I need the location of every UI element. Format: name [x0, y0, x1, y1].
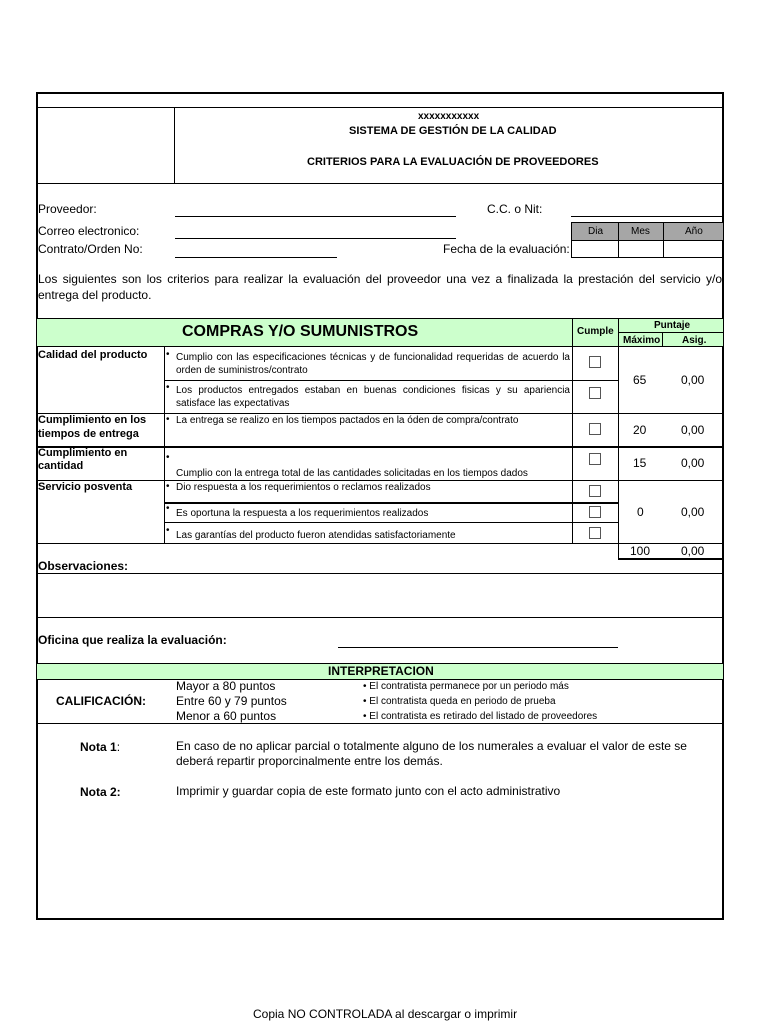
cc-nit-line[interactable] [571, 216, 724, 217]
range-3: Menor a 60 puntos [176, 709, 277, 723]
criterion-item: La entrega se realizo en los tiempos pactados en la óden de compra/contrato [176, 415, 519, 426]
criterion-item: Las garantías del producto fueron atendidas satisfactoriamente [176, 530, 456, 541]
criterion-item: Dio respuesta a los requerimientos o reclamos realizados [176, 482, 431, 493]
proveedor-line[interactable] [175, 216, 456, 217]
calificacion-label: CALIFICACIÓN: [56, 694, 146, 708]
cumple-checkbox[interactable] [589, 527, 601, 539]
criterion-item: Es oportuna la respuesta a los requerimientos realizados [176, 508, 429, 519]
max-value: 65 [633, 373, 647, 387]
mes-label: Mes [631, 226, 650, 237]
max-value: 20 [633, 423, 647, 437]
fecha-label: Fecha de la evaluación: [443, 242, 570, 256]
asig-value: 0,00 [681, 373, 705, 387]
observaciones-label: Observaciones: [38, 559, 129, 573]
observaciones-box[interactable] [36, 617, 724, 618]
criterion-tiempos: Cumplimiento en los tiempos de entrega [38, 414, 147, 440]
max-value: 15 [633, 456, 647, 470]
correo-line[interactable] [175, 238, 456, 239]
header-divider [174, 107, 175, 184]
range-2: Entre 60 y 79 puntos [176, 694, 287, 708]
cumple-checkbox[interactable] [589, 387, 601, 399]
result-2: • El contratista queda en periodo de prueba [363, 696, 556, 707]
criterion-posventa: Servicio posventa [38, 481, 133, 493]
criterion-item: Cumplio con las especificaciones técnicas y de funcionalidad requeridas de acuerdo la orden de suministros/contrato [176, 352, 570, 376]
cc-nit-label: C.C. o Nit: [487, 202, 543, 216]
puntaje-header: Puntaje [654, 320, 691, 331]
max-value: 0 [637, 505, 644, 519]
result-1: • El contratista permanece por un periodo más [363, 681, 569, 692]
doc-code: xxxxxxxxxxx [418, 111, 480, 122]
total-asig: 0,00 [681, 544, 705, 558]
interpretacion-title: INTERPRETACION [328, 664, 434, 678]
page-title: CRITERIOS PARA LA EVALUACIÓN DE PROVEEDORES [307, 156, 599, 168]
contrato-label: Contrato/Orden No: [38, 242, 143, 256]
header-bottom-rule [36, 183, 724, 184]
system-title: SISTEMA DE GESTIÓN DE LA CALIDAD [349, 125, 557, 137]
criterion-item: Cumplio con la entrega total de las cantidades solicitadas en los tiempos dados [176, 468, 528, 479]
criterion-cantidad: Cumplimiento en cantidad [38, 447, 128, 472]
proveedor-label: Proveedor: [38, 202, 97, 216]
criterion-item: Los productos entregados estaban en buenas condiciones fisicas y su apariencia satisface las expectativas [176, 385, 570, 409]
asig-value: 0,00 [681, 423, 705, 437]
cumple-checkbox[interactable] [589, 485, 601, 497]
dia-label: Dia [588, 226, 604, 237]
nota-2-label: Nota 2: [80, 785, 121, 799]
maximo-header: Máximo [623, 335, 661, 346]
asig-value: 0,00 [681, 456, 705, 470]
cumple-checkbox[interactable] [589, 356, 601, 368]
contrato-line[interactable] [175, 257, 337, 258]
section-title: COMPRAS Y/O SUMUNISTROS [182, 323, 419, 340]
correo-label: Correo electronico: [38, 224, 140, 238]
footer-note: Copia NO CONTROLADA al descargar o imprimir [253, 1007, 518, 1021]
intro-text: Los siguientes son los criterios para realizar la evaluación del proveedor una vez a finalizada la prestación del servicio y/o entrega del producto. [38, 272, 722, 302]
range-1: Mayor a 80 puntos [176, 679, 276, 693]
asig-header: Asig. [682, 335, 707, 346]
anio-label: Año [685, 226, 703, 237]
cumple-checkbox[interactable] [589, 506, 601, 518]
total-max: 100 [630, 544, 651, 558]
cumple-checkbox[interactable] [589, 423, 601, 435]
result-3: • El contratista es retirado del listado de proveedores [363, 711, 598, 722]
oficina-line[interactable] [338, 647, 618, 648]
nota-1-label: Nota 1: [80, 740, 121, 754]
cumple-checkbox[interactable] [589, 453, 601, 465]
cumple-header: Cumple [577, 326, 614, 337]
criterion-calidad: Calidad del producto [38, 349, 148, 361]
asig-value: 0,00 [681, 505, 705, 519]
nota-1-text: En caso de no aplicar parcial o totalmente alguno de los numerales a evaluar el valor de este se deberá repartir proporcinalmente entre los demás. [176, 739, 687, 768]
oficina-label: Oficina que realiza la evaluación: [38, 633, 227, 647]
header-top-rule [36, 107, 724, 108]
nota-2-text: Imprimir y guardar copia de este formato junto con el acto administrativo [176, 784, 561, 798]
